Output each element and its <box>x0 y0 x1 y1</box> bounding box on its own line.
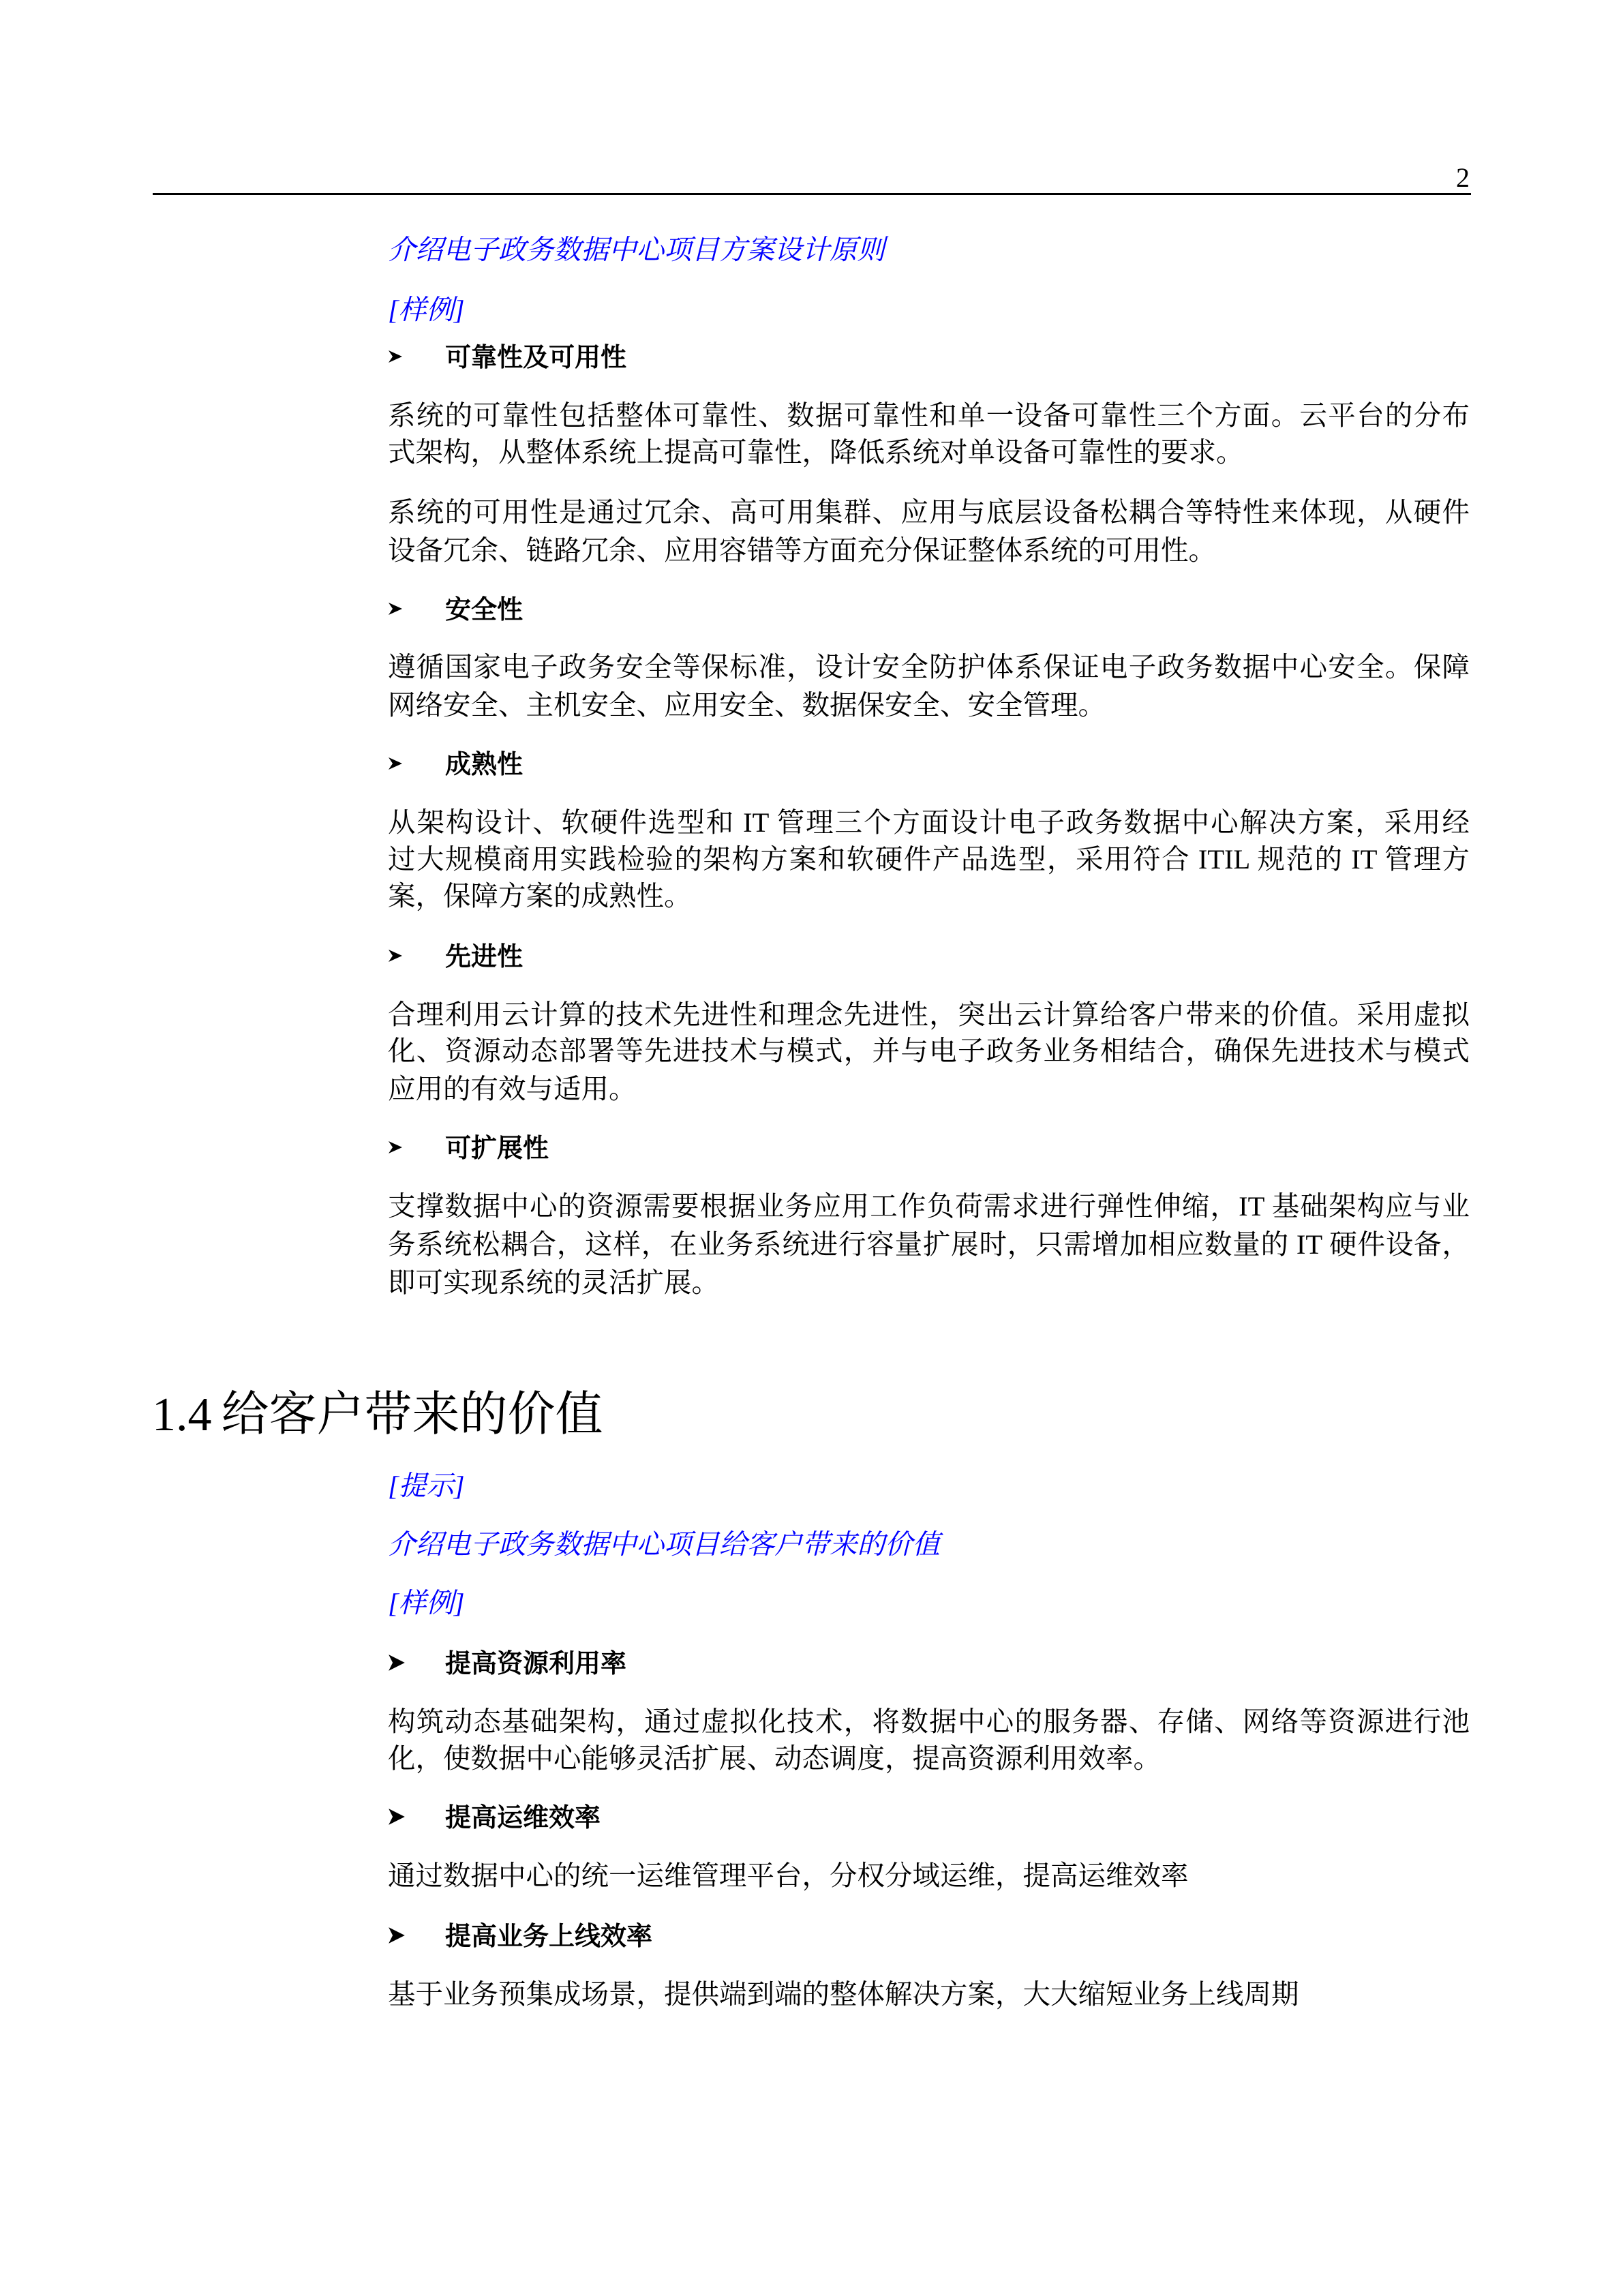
paragraph-line: 化，使数据中心能够灵活扩展、动态调度，提高资源利用效率。 <box>388 1743 1161 1774</box>
paragraph-line: 通过数据中心的统一运维管理平台，分权分域运维，提高运维效率 <box>388 1860 1189 1891</box>
paragraph-line: 务系统松耦合，这样，在业务系统进行容量扩展时，只需增加相应数量的 IT 硬件设备， <box>388 1229 1470 1260</box>
paragraph-line: 案，保障方案的成熟性。 <box>388 881 692 911</box>
paragraph-line: 网络安全、主机安全、应用安全、数据保安全、安全管理。 <box>388 690 1106 721</box>
paragraph-line: 基于业务预集成场景，提供端到端的整体解决方案，大大缩短业务上线周期 <box>388 1979 1299 2010</box>
paragraph-line: 合理利用云计算的技术先进性和理念先进性，突出云计算给客户带来的价值。采用虚拟 <box>388 999 1470 1030</box>
paragraph-line: 过大规模商用实践检验的架构方案和软硬件产品选型，采用符合 ITIL 规范的 IT 管理方 <box>388 844 1470 875</box>
arrowhead-bullet-icon <box>388 938 408 975</box>
paragraph-line: 系统的可用性是通过冗余、高可用集群、应用与底层设备松耦合等特性来体现，从硬件 <box>388 497 1470 528</box>
paragraph-line: 构筑动态基础架构，通过虚拟化技术，将数据中心的服务器、存储、网络等资源进行池 <box>388 1706 1470 1737</box>
bullet-heading-text: 提高资源利用率 <box>445 1648 627 1678</box>
arrowhead-bullet-icon <box>388 1799 408 1836</box>
paragraph-line: 化、资源动态部署等先进技术与模式，并与电子政务业务相结合，确保先进技术与模式 <box>388 1036 1470 1066</box>
bullet-heading-text: 先进性 <box>445 941 524 971</box>
paragraph-line: 从架构设计、软硬件选型和 IT 管理三个方面设计电子政务数据中心解决方案，采用经 <box>388 807 1470 838</box>
bullet-heading-text: 安全性 <box>445 594 524 624</box>
arrowhead-bullet-icon <box>388 591 408 628</box>
page-number: 2 <box>1456 162 1470 193</box>
arrowhead-bullet-icon <box>388 1918 408 1954</box>
paragraph-line: 系统的可靠性包括整体可靠性、数据可靠性和单一设备可靠性三个方面。云平台的分布 <box>388 400 1470 431</box>
sample-label: [样例] <box>388 1588 465 1618</box>
section-heading-1-4 <box>152 1385 603 1442</box>
paragraph-line: 遵循国家电子政务安全等保标准，设计安全防护体系保证电子政务数据中心安全。保障 <box>388 652 1470 682</box>
arrowhead-bullet-icon <box>388 1130 408 1166</box>
paragraph-line: 设备冗余、链路冗余、应用容错等方面充分保证整体系统的可用性。 <box>388 535 1216 566</box>
section-number: 1.4 <box>152 1389 212 1441</box>
arrowhead-bullet-icon <box>388 339 408 376</box>
hint-intro-text: 介绍电子政务数据中心项目给客户带来的价值 <box>388 1529 940 1560</box>
hint-label: [提示] <box>388 1470 465 1501</box>
bullet-heading-text: 可靠性及可用性 <box>445 342 627 372</box>
bullet-heading-text: 成熟性 <box>445 749 524 779</box>
sample-label: [样例] <box>388 294 465 325</box>
paragraph-line: 支撑数据中心的资源需要根据业务应用工作负荷需求进行弹性伸缩，IT 基础架构应与业 <box>388 1191 1470 1222</box>
hint-intro-text: 介绍电子政务数据中心项目方案设计原则 <box>388 235 885 265</box>
section-title: 给客户带来的价值 <box>221 1386 603 1442</box>
paragraph-line: 即可实现系统的灵活扩展。 <box>388 1267 719 1298</box>
arrowhead-bullet-icon <box>388 1645 408 1682</box>
bullet-heading-text: 可扩展性 <box>445 1133 549 1163</box>
arrowhead-bullet-icon <box>388 746 408 783</box>
bullet-heading-text: 提高运维效率 <box>445 1802 601 1832</box>
paragraph-line: 应用的有效与适用。 <box>388 1074 637 1104</box>
header-rule <box>153 193 1471 195</box>
paragraph-line: 式架构，从整体系统上提高可靠性，降低系统对单设备可靠性的要求。 <box>388 437 1244 468</box>
bullet-heading-text: 提高业务上线效率 <box>445 1921 653 1951</box>
